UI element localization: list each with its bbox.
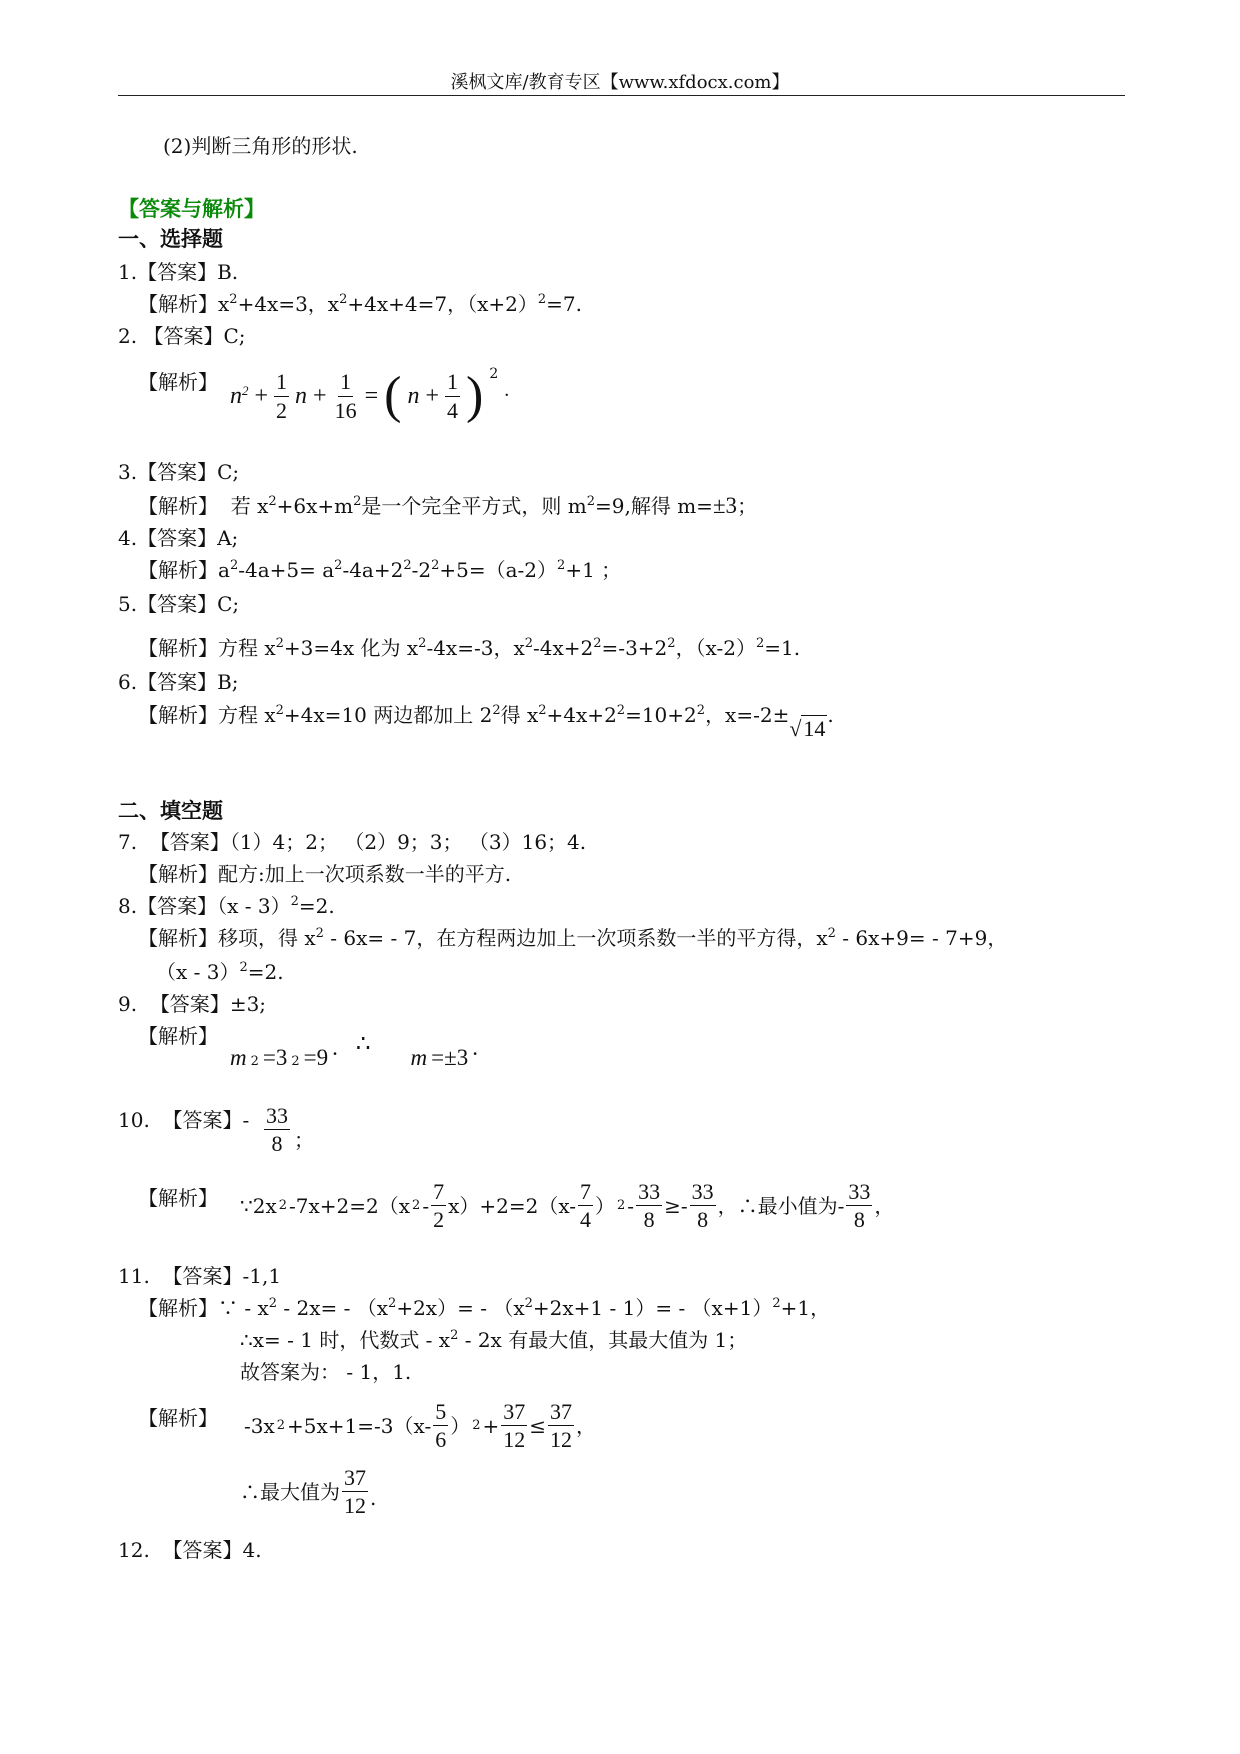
- section-fill-title: 二、填空题: [118, 798, 223, 823]
- sqrt-14: √14: [789, 716, 826, 741]
- q2-explanation-label: 【解析】: [138, 370, 218, 394]
- q9-explanation-label: 【解析】: [138, 1024, 218, 1048]
- q10-answer-fraction: $\frac{33}{8}$ ；: [266, 1103, 314, 1157]
- q5-explanation: 【解析】方程 $x^2+3=4x$ 化为 $x^2-4x=-3$，$x^2-4x+2^2=-3+2^2$，$(x-2)^2=1$.: [138, 636, 801, 660]
- q2-formula: $n^2$ + $\frac{1}{2}$ n + $\frac{1}{16}$ = ( n + $\frac{1}{4}$ ) 2 .: [230, 366, 510, 424]
- answers-title: 【答案与解析】: [118, 196, 265, 221]
- q11-explanation-4: -3x 2 +5x+1=-3（x- $\frac{5}{6}$ ） 2 + $\frac{37}{12}$ ≤ $\frac{37}{12}$ ，: [244, 1399, 597, 1453]
- q7-explanation: 【解析】配方:加上一次项系数一半的平方.: [138, 862, 512, 886]
- q9-answer: 9. 【答案】±3;: [118, 992, 267, 1016]
- q6-explanation: 【解析】方程 $x^2+4x=10$ 两边都加上 $2^2$得 $x^2+4x+2^2=10+2^2$，x=-2±√14.: [138, 703, 834, 741]
- q12-answer: 12. 【答案】4.: [118, 1538, 262, 1562]
- question-2-text: (2)判断三角形的形状.: [163, 134, 358, 158]
- q11-explanation-label-2: 【解析】: [138, 1406, 218, 1430]
- q7-answer: 7. 【答案】（1）4；2； （2）9；3； （3）16；4.: [118, 830, 587, 854]
- section-choice-title: 一、选择题: [118, 226, 223, 251]
- q1-explanation: 【解析】$x^2+4x=3$，$x^2+4x+4=7$，$(x+2)^2=7$.: [138, 292, 582, 316]
- q4-answer: 4.【答案】A;: [118, 526, 239, 550]
- q8-explanation-cont: （x - 3）$^2$=2.: [156, 960, 284, 984]
- q4-explanation: 【解析】$a^2-4a+5= a^2-4a+2^2-2^2+5=(a-2)^2+1$ ；: [138, 558, 622, 582]
- q8-explanation: 【解析】移项，得 $x^2 - 6x= - 7$，在方程两边加上一次项系数一半的平方得，$x^2 - 6x+9= - 7+9$，: [138, 926, 1008, 950]
- q2-answer: 2. 【答案】C;: [118, 324, 246, 348]
- q11-explanation-1: 【解析】∵ - $x^2 - 2x= - (x^2+2x)= - (x^2+2x+1 - 1)= - (x+1)^2+1$，: [138, 1296, 831, 1320]
- q11-explanation-2: ∴x= - 1 时，代数式 - $x^2 - 2x$ 有最大值，其最大值为 1；: [240, 1328, 748, 1352]
- q1-answer: 1.【答案】B.: [118, 260, 239, 284]
- q10-explanation-label: 【解析】: [138, 1186, 218, 1210]
- page-header: 溪枫文库/教育专区【www.xfdocx.com】: [450, 72, 790, 93]
- q5-answer: 5.【答案】C;: [118, 592, 240, 616]
- header-rule: [118, 95, 1125, 96]
- q11-answer: 11. 【答案】-1,1: [118, 1264, 282, 1288]
- q3-explanation: 【解析】 若 $x^2+6x+m^2$是一个完全平方式，则 $m^2=9$,解得 m=±3；: [138, 493, 758, 518]
- q8-answer: 8.【答案】（x - 3）$^2$=2.: [118, 894, 335, 918]
- q10-answer: 10. 【答案】-: [118, 1108, 250, 1132]
- q11-explanation-3: 故答案为： - 1，1.: [240, 1360, 412, 1384]
- q10-explanation: ∵2x 2 -7x+2=2（x 2 - $\frac{7}{2}$ x）+2=2（x- $\frac{7}{4}$ ） 2 - $\frac{33}{8}$ ≥- $\frac{33}{8}$ ，∴最小值为- $\frac{33}{8}$ ，: [240, 1179, 895, 1233]
- q11-explanation-5: ∴最大值为 $\frac{37}{12}$ .: [240, 1465, 377, 1519]
- q6-answer: 6.【答案】B;: [118, 670, 239, 694]
- q9-formula: m 2 =3 2 =9 . ∴ m =±3 .: [230, 1031, 479, 1070]
- q3-answer: 3.【答案】C;: [118, 460, 240, 484]
